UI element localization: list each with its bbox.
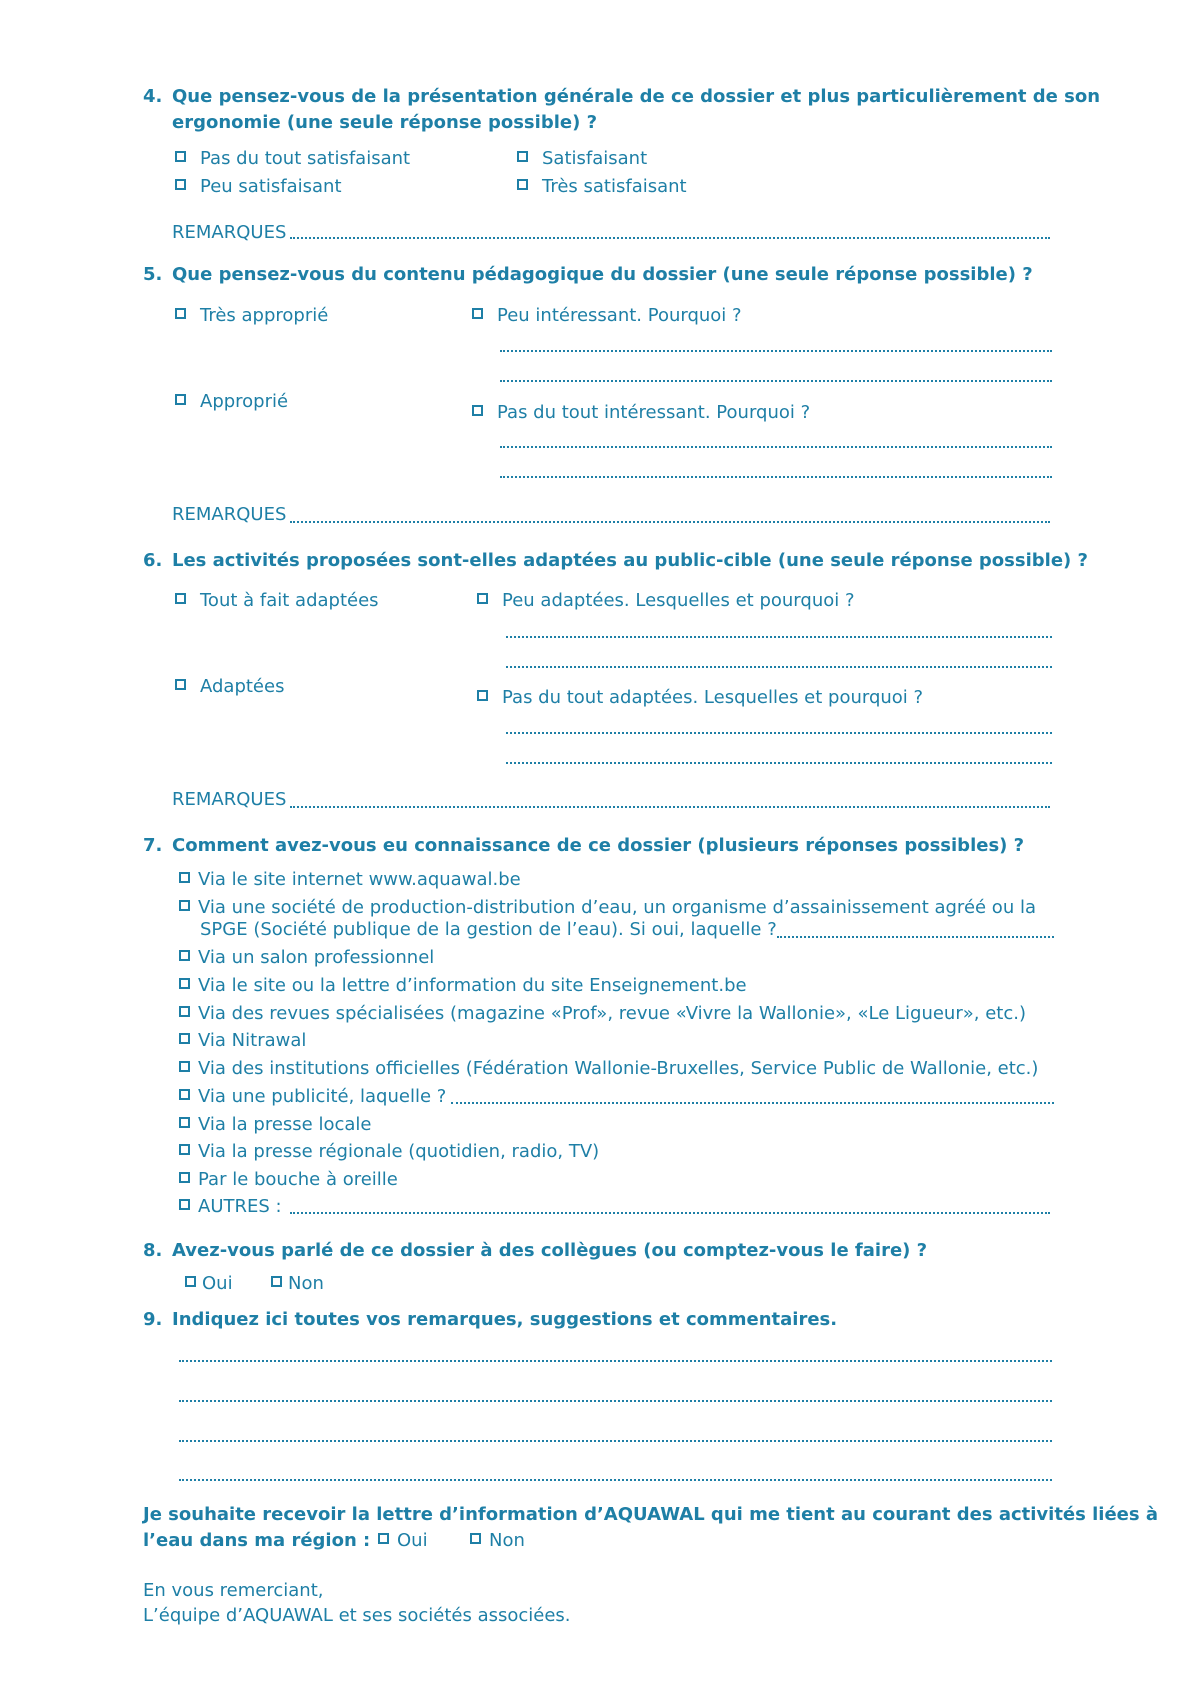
checkbox[interactable] [517, 151, 528, 162]
checkbox[interactable] [477, 690, 488, 701]
checkbox[interactable] [185, 1276, 196, 1287]
q6-option-adaptees[interactable]: Adaptées [175, 676, 284, 697]
q5-answer-line[interactable] [500, 350, 1052, 352]
checkbox[interactable] [179, 950, 190, 961]
q9-question: Indiquez ici toutes vos remarques, suggestions et commentaires. [172, 1309, 838, 1330]
checkbox[interactable] [470, 1533, 481, 1544]
q6-answer-line[interactable] [506, 762, 1052, 764]
q4-question-line1: Que pensez-vous de la présentation générale de ce dossier et plus particulièrement de son [172, 86, 1101, 107]
q8-question: Avez-vous parlé de ce dossier à des collègues (ou comptez-vous le faire) ? [172, 1240, 928, 1261]
checkbox[interactable] [179, 1117, 190, 1128]
q4-remarks-label: REMARQUES [172, 222, 287, 243]
q4-option-tres[interactable]: Très satisfaisant [517, 176, 687, 197]
q5-answer-line[interactable] [500, 380, 1052, 382]
q7-option-bouche-oreille[interactable]: Par le bouche à oreille [179, 1169, 398, 1190]
q6-number: 6. [143, 550, 163, 571]
checkbox[interactable] [477, 593, 488, 604]
q6-answer-line[interactable] [506, 636, 1052, 638]
q6-remarks-label: REMARQUES [172, 789, 287, 810]
checkbox[interactable] [179, 1089, 190, 1100]
checkbox[interactable] [472, 405, 483, 416]
q7-number: 7. [143, 835, 163, 856]
q7-option-presse-regionale[interactable]: Via la presse régionale (quotidien, radio, TV) [179, 1141, 599, 1162]
q7-publicite-line[interactable] [451, 1102, 1054, 1104]
q7-option-institutions[interactable]: Via des institutions officielles (Fédération Wallonie-Bruxelles, Service Public de Wallonie, etc.) [179, 1058, 1038, 1079]
checkbox[interactable] [179, 1033, 190, 1044]
q4-remarks-line[interactable] [290, 237, 1050, 239]
checkbox[interactable] [179, 872, 190, 883]
q5-option-tres-approprie[interactable]: Très approprié [175, 305, 328, 326]
closing-line1: En vous remerciant, [143, 1580, 324, 1601]
q7-question: Comment avez-vous eu connaissance de ce dossier (plusieurs réponses possibles) ? [172, 835, 1025, 856]
q6-option-peu-adaptees[interactable]: Peu adaptées. Lesquelles et pourquoi ? [477, 590, 855, 611]
q7-autres-line[interactable] [290, 1212, 1050, 1214]
q6-remarks-line[interactable] [290, 806, 1050, 808]
q5-question: Que pensez-vous du contenu pédagogique du dossier (une seule réponse possible) ? [172, 264, 1033, 285]
q6-option-tout-a-fait[interactable]: Tout à fait adaptées [175, 590, 379, 611]
q9-number: 9. [143, 1309, 163, 1330]
q6-option-pas-adaptees[interactable]: Pas du tout adaptées. Lesquelles et pourquoi ? [477, 687, 923, 708]
q4-option-peu[interactable]: Peu satisfaisant [175, 176, 342, 197]
q8-option-oui[interactable]: Oui [185, 1273, 233, 1294]
q9-answer-line[interactable] [179, 1360, 1052, 1362]
checkbox[interactable] [179, 1172, 190, 1183]
q5-answer-line[interactable] [500, 446, 1052, 448]
checkbox[interactable] [179, 978, 190, 989]
q8-number: 8. [143, 1240, 163, 1261]
q6-question: Les activités proposées sont-elles adaptées au public-cible (une seule réponse possible) ? [172, 550, 1088, 571]
q9-answer-line[interactable] [179, 1479, 1052, 1481]
q7-option-revues[interactable]: Via des revues spécialisées (magazine «Prof», revue «Vivre la Wallonie», «Le Ligueur», etc.) [179, 1003, 1026, 1024]
checkbox[interactable] [175, 679, 186, 690]
q4-question-line2: ergonomie (une seule réponse possible) ? [172, 112, 598, 133]
checkbox[interactable] [175, 179, 186, 190]
q7-option-nitrawal[interactable]: Via Nitrawal [179, 1030, 306, 1051]
newsletter-option-non[interactable]: Non [470, 1530, 525, 1551]
q9-answer-line[interactable] [179, 1440, 1052, 1442]
q4-option-pas-du-tout[interactable]: Pas du tout satisfaisant [175, 148, 410, 169]
newsletter-option-oui[interactable]: Oui [378, 1530, 428, 1551]
checkbox[interactable] [179, 900, 190, 911]
q7-option-presse-locale[interactable]: Via la presse locale [179, 1114, 372, 1135]
q5-option-pas-interessant[interactable]: Pas du tout intéressant. Pourquoi ? [472, 402, 810, 423]
q5-answer-line[interactable] [500, 476, 1052, 478]
checkbox[interactable] [517, 179, 528, 190]
checkbox[interactable] [472, 308, 483, 319]
newsletter-line2: l’eau dans ma région : [143, 1530, 371, 1551]
q7-option-site[interactable]: Via le site internet www.aquawal.be [179, 869, 521, 890]
checkbox[interactable] [175, 593, 186, 604]
checkbox[interactable] [175, 394, 186, 405]
q7-option-salon[interactable]: Via un salon professionnel [179, 947, 434, 968]
q5-option-approprie[interactable]: Approprié [175, 391, 288, 412]
checkbox[interactable] [271, 1276, 282, 1287]
q7-societe-line[interactable] [777, 936, 1054, 938]
checkbox[interactable] [179, 1006, 190, 1017]
q8-option-non[interactable]: Non [271, 1273, 324, 1294]
q4-option-satisfaisant[interactable]: Satisfaisant [517, 148, 647, 169]
q7-option-societe[interactable]: Via une société de production-distribution d’eau, un organisme d’assainissement agréé ou la [179, 897, 1036, 918]
q5-remarks-line[interactable] [290, 521, 1050, 523]
checkbox[interactable] [175, 151, 186, 162]
q7-option-societe-cont: SPGE (Société publique de la gestion de l’eau). Si oui, laquelle ? [200, 919, 777, 940]
q4-number: 4. [143, 86, 163, 107]
checkbox[interactable] [179, 1199, 190, 1210]
q7-option-publicite[interactable]: Via une publicité, laquelle ? [179, 1086, 446, 1107]
q9-answer-line[interactable] [179, 1400, 1052, 1402]
closing-line2: L’équipe d’AQUAWAL et ses sociétés associées. [143, 1605, 571, 1626]
q5-option-peu-interessant[interactable]: Peu intéressant. Pourquoi ? [472, 305, 742, 326]
q5-remarks-label: REMARQUES [172, 504, 287, 525]
checkbox[interactable] [179, 1061, 190, 1072]
q6-answer-line[interactable] [506, 666, 1052, 668]
q6-answer-line[interactable] [506, 732, 1052, 734]
q7-option-autres[interactable]: AUTRES : [179, 1196, 282, 1217]
checkbox[interactable] [378, 1533, 389, 1544]
newsletter-line1: Je souhaite recevoir la lettre d’information d’AQUAWAL qui me tient au courant des activités liées à [143, 1504, 1158, 1525]
checkbox[interactable] [179, 1144, 190, 1155]
q7-option-enseignement[interactable]: Via le site ou la lettre d’information du site Enseignement.be [179, 975, 747, 996]
q5-number: 5. [143, 264, 163, 285]
checkbox[interactable] [175, 308, 186, 319]
